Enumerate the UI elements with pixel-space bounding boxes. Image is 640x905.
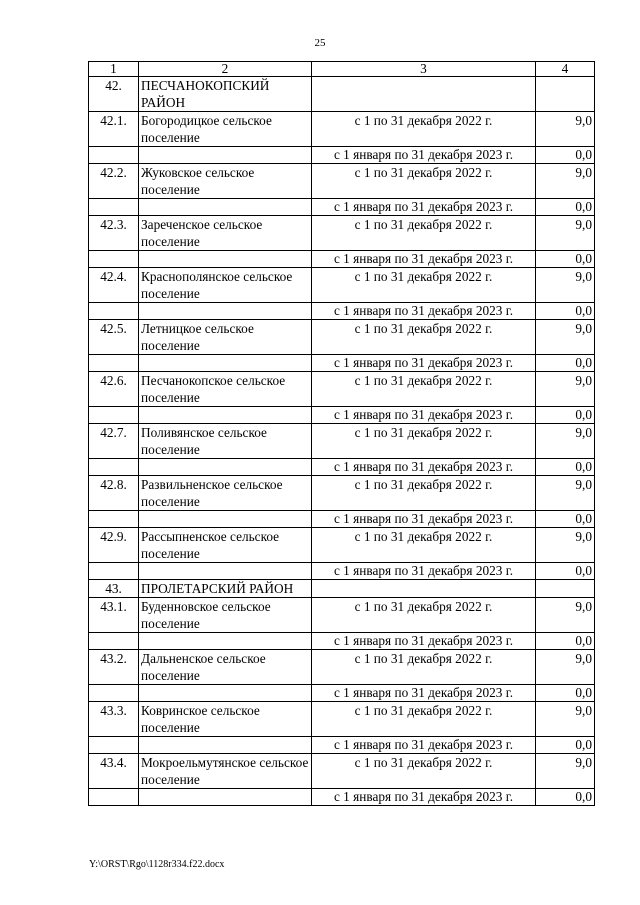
empty-number-cell — [89, 147, 139, 164]
period-2023: с 1 января по 31 декабря 2023 г. — [312, 789, 536, 806]
empty-name-cell — [139, 737, 312, 754]
settlement-number: 43.3. — [89, 702, 139, 737]
empty-name-cell — [139, 789, 312, 806]
settlement-number: 42.9. — [89, 528, 139, 563]
period-2023: с 1 января по 31 декабря 2023 г. — [312, 633, 536, 650]
rate-2022: 9,0 — [536, 372, 595, 407]
settlement-name: Зареченское сельское поселение — [139, 216, 312, 251]
rate-2023: 0,0 — [536, 737, 595, 754]
tariff-table — [88, 61, 595, 806]
empty-number-cell — [89, 459, 139, 476]
period-2022: с 1 по 31 декабря 2022 г. — [312, 528, 536, 563]
settlement-name: Развильненское сельское поселение — [139, 476, 312, 511]
empty-number-cell — [89, 737, 139, 754]
period-2023: с 1 января по 31 декабря 2023 г. — [312, 737, 536, 754]
empty-name-cell — [139, 251, 312, 268]
period-2022: с 1 по 31 декабря 2022 г. — [312, 268, 536, 303]
rate-2022: 9,0 — [536, 268, 595, 303]
settlement-subrow — [89, 355, 595, 372]
district-period-cell — [312, 77, 536, 112]
settlement-subrow — [89, 251, 595, 268]
period-2023: с 1 января по 31 декабря 2023 г. — [312, 685, 536, 702]
empty-name-cell — [139, 303, 312, 320]
empty-name-cell — [139, 355, 312, 372]
period-2023: с 1 января по 31 декабря 2023 г. — [312, 199, 536, 216]
period-2022: с 1 по 31 декабря 2022 г. — [312, 424, 536, 459]
empty-name-cell — [139, 459, 312, 476]
settlement-row — [89, 598, 595, 633]
settlement-name: Поливянское сельское поселение — [139, 424, 312, 459]
settlement-subrow — [89, 737, 595, 754]
empty-name-cell — [139, 685, 312, 702]
settlement-number: 42.3. — [89, 216, 139, 251]
settlement-row — [89, 372, 595, 407]
district-row — [89, 580, 595, 598]
rate-2022: 9,0 — [536, 754, 595, 789]
rate-2022: 9,0 — [536, 216, 595, 251]
empty-number-cell — [89, 199, 139, 216]
settlement-subrow — [89, 563, 595, 580]
settlement-number: 43.1. — [89, 598, 139, 633]
settlement-name: Жуковское сельское поселение — [139, 164, 312, 199]
settlement-number: 42.5. — [89, 320, 139, 355]
period-2022: с 1 по 31 декабря 2022 г. — [312, 650, 536, 685]
settlement-name: Мокроельмутянское сельское поселение — [139, 754, 312, 789]
rate-2022: 9,0 — [536, 112, 595, 147]
settlement-row — [89, 424, 595, 459]
settlement-name: Летницкое сельское поселение — [139, 320, 312, 355]
column-header-row — [89, 62, 595, 77]
empty-name-cell — [139, 147, 312, 164]
period-2022: с 1 по 31 декабря 2022 г. — [312, 164, 536, 199]
settlement-row — [89, 476, 595, 511]
table-body — [89, 62, 595, 806]
settlement-subrow — [89, 789, 595, 806]
settlement-row — [89, 528, 595, 563]
empty-name-cell — [139, 511, 312, 528]
settlement-row — [89, 216, 595, 251]
rate-2023: 0,0 — [536, 511, 595, 528]
rate-2023: 0,0 — [536, 303, 595, 320]
settlement-number: 42.7. — [89, 424, 139, 459]
rate-2023: 0,0 — [536, 251, 595, 268]
empty-number-cell — [89, 633, 139, 650]
rate-2022: 9,0 — [536, 164, 595, 199]
period-2023: с 1 января по 31 декабря 2023 г. — [312, 407, 536, 424]
period-2022: с 1 по 31 декабря 2022 г. — [312, 754, 536, 789]
empty-name-cell — [139, 199, 312, 216]
period-2022: с 1 по 31 декабря 2022 г. — [312, 476, 536, 511]
empty-name-cell — [139, 563, 312, 580]
period-2022: с 1 по 31 декабря 2022 г. — [312, 702, 536, 737]
settlement-name: Краснополянское сельское поселение — [139, 268, 312, 303]
period-2022: с 1 по 31 декабря 2022 г. — [312, 112, 536, 147]
settlement-number: 42.2. — [89, 164, 139, 199]
period-2023: с 1 января по 31 декабря 2023 г. — [312, 147, 536, 164]
district-row — [89, 77, 595, 112]
settlement-number: 42.8. — [89, 476, 139, 511]
settlement-number: 42.6. — [89, 372, 139, 407]
settlement-subrow — [89, 303, 595, 320]
settlement-number: 43.2. — [89, 650, 139, 685]
settlement-name: Песчанокопское сельское поселение — [139, 372, 312, 407]
settlement-row — [89, 702, 595, 737]
empty-number-cell — [89, 563, 139, 580]
column-header-4: 4 — [536, 62, 595, 77]
settlement-number: 42.1. — [89, 112, 139, 147]
settlement-row — [89, 164, 595, 199]
rate-2023: 0,0 — [536, 459, 595, 476]
rate-2022: 9,0 — [536, 528, 595, 563]
settlement-number: 43.4. — [89, 754, 139, 789]
empty-number-cell — [89, 251, 139, 268]
period-2023: с 1 января по 31 декабря 2023 г. — [312, 251, 536, 268]
rate-2022: 9,0 — [536, 702, 595, 737]
empty-number-cell — [89, 685, 139, 702]
rate-2022: 9,0 — [536, 598, 595, 633]
footer-file-path: Y:\ORST\Rgo\1128r334.f22.docx — [89, 859, 225, 870]
district-number: 43. — [89, 580, 139, 598]
period-2022: с 1 по 31 декабря 2022 г. — [312, 598, 536, 633]
rate-2022: 9,0 — [536, 320, 595, 355]
settlement-subrow — [89, 633, 595, 650]
rate-2022: 9,0 — [536, 476, 595, 511]
settlement-subrow — [89, 199, 595, 216]
settlement-row — [89, 754, 595, 789]
district-value-cell — [536, 77, 595, 112]
settlement-number: 42.4. — [89, 268, 139, 303]
empty-number-cell — [89, 355, 139, 372]
page-number: 25 — [314, 37, 326, 49]
period-2023: с 1 января по 31 декабря 2023 г. — [312, 511, 536, 528]
period-2022: с 1 по 31 декабря 2022 г. — [312, 216, 536, 251]
district-value-cell — [536, 580, 595, 598]
empty-number-cell — [89, 303, 139, 320]
period-2022: с 1 по 31 декабря 2022 г. — [312, 372, 536, 407]
rate-2023: 0,0 — [536, 789, 595, 806]
period-2023: с 1 января по 31 декабря 2023 г. — [312, 563, 536, 580]
column-header-3: 3 — [312, 62, 536, 77]
empty-number-cell — [89, 407, 139, 424]
settlement-name: Богородицкое сельское поселение — [139, 112, 312, 147]
district-number: 42. — [89, 77, 139, 112]
period-2022: с 1 по 31 декабря 2022 г. — [312, 320, 536, 355]
settlement-subrow — [89, 147, 595, 164]
rate-2023: 0,0 — [536, 407, 595, 424]
empty-name-cell — [139, 407, 312, 424]
column-header-1: 1 — [89, 62, 139, 77]
settlement-name: Буденновское сельское поселение — [139, 598, 312, 633]
rate-2023: 0,0 — [536, 563, 595, 580]
period-2023: с 1 января по 31 декабря 2023 г. — [312, 459, 536, 476]
settlement-subrow — [89, 407, 595, 424]
district-period-cell — [312, 580, 536, 598]
settlement-name: Ковринское сельское поселение — [139, 702, 312, 737]
settlement-subrow — [89, 459, 595, 476]
district-name: ПЕСЧАНОКОПСКИЙ РАЙОН — [139, 77, 312, 112]
column-header-2: 2 — [139, 62, 312, 77]
settlement-subrow — [89, 685, 595, 702]
period-2023: с 1 января по 31 декабря 2023 г. — [312, 303, 536, 320]
rate-2022: 9,0 — [536, 424, 595, 459]
rate-2023: 0,0 — [536, 147, 595, 164]
settlement-row — [89, 112, 595, 147]
rate-2022: 9,0 — [536, 650, 595, 685]
period-2023: с 1 января по 31 декабря 2023 г. — [312, 355, 536, 372]
rate-2023: 0,0 — [536, 633, 595, 650]
settlement-name: Дальненское сельское поселение — [139, 650, 312, 685]
settlement-row — [89, 268, 595, 303]
settlement-name: Рассыпненское сельское поселение — [139, 528, 312, 563]
rate-2023: 0,0 — [536, 355, 595, 372]
empty-number-cell — [89, 789, 139, 806]
empty-name-cell — [139, 633, 312, 650]
rate-2023: 0,0 — [536, 199, 595, 216]
settlement-row — [89, 320, 595, 355]
settlement-subrow — [89, 511, 595, 528]
rate-2023: 0,0 — [536, 685, 595, 702]
settlement-row — [89, 650, 595, 685]
empty-number-cell — [89, 511, 139, 528]
district-name: ПРОЛЕТАРСКИЙ РАЙОН — [139, 580, 312, 598]
